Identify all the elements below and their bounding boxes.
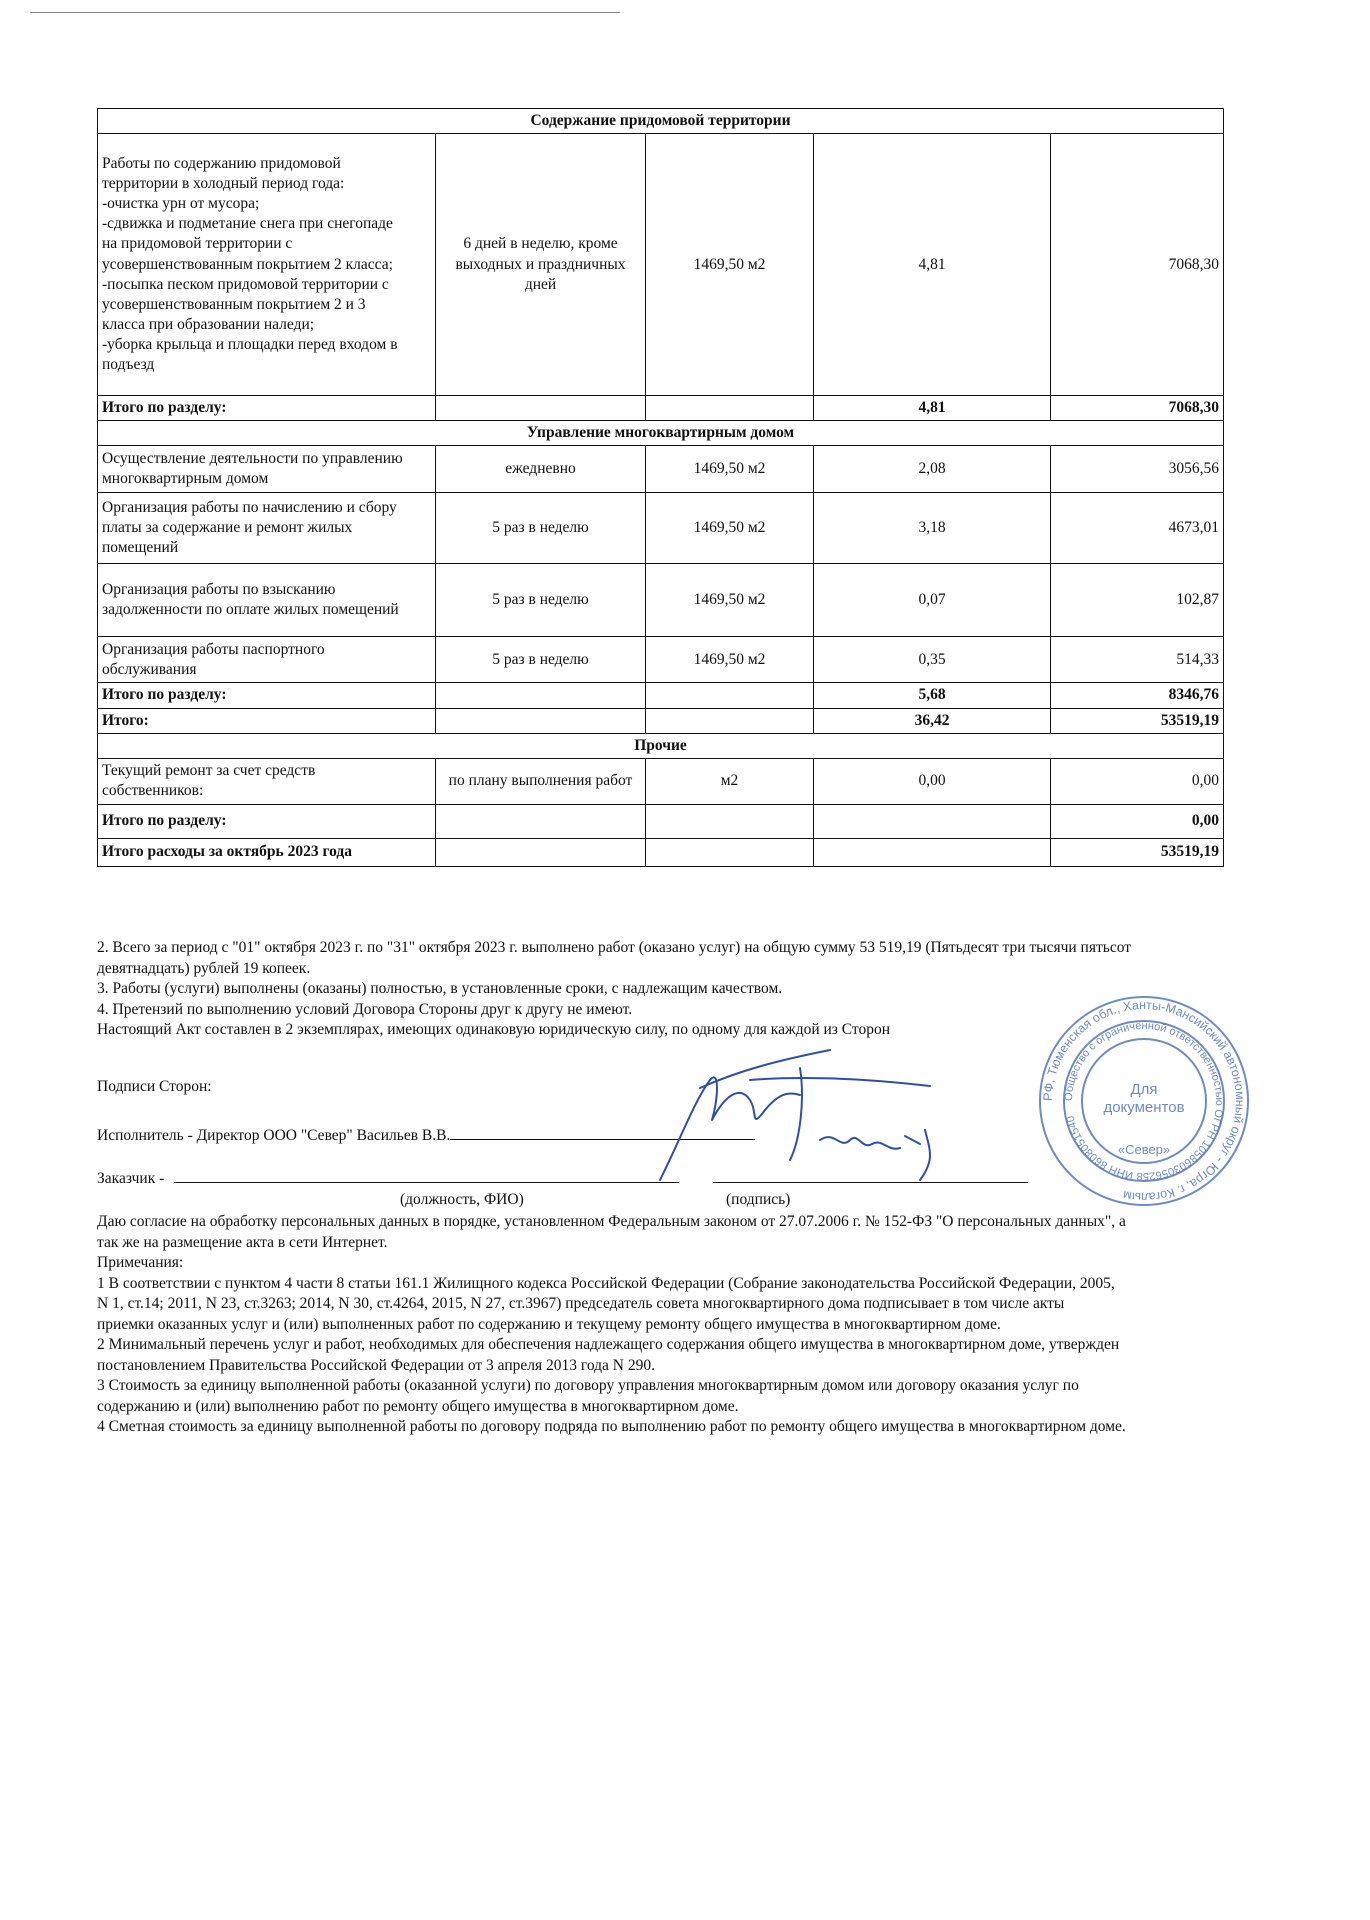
customer-label: Заказчик - <box>97 1170 165 1187</box>
table-row <box>98 134 1224 396</box>
executor-label: Исполнитель - Директор ООО "Север" Васильев В.В. <box>97 1127 451 1144</box>
work-name-cell: Организация работы по начислению и сбору платы за содержание и ремонт жилых помещений <box>98 493 436 564</box>
signatures-title: Подписи Сторон: <box>97 1078 212 1095</box>
cost-cell: 102,87 <box>1051 564 1224 637</box>
total-row <box>98 708 1224 733</box>
paragraph-quality: 3. Работы (услуги) выполнены (оказаны) полностью, в установленные сроки, с надлежащим качеством. <box>97 980 783 997</box>
periodicity-cell: 5 раз в неделю <box>436 493 646 564</box>
volume-cell: 1469,50 м2 <box>646 493 814 564</box>
note-4: 4 Сметная стоимость за единицу выполненной работы по договору подряда по выполнению работ по ремонту общего имущества в многоквартирном доме. <box>97 1418 1126 1435</box>
subtotal-label: Итого по разделу: <box>98 396 436 421</box>
notes-title: Примечания: <box>97 1254 184 1271</box>
total-cost: 53519,19 <box>1051 708 1224 733</box>
cost-cell: 514,33 <box>1051 637 1224 683</box>
subtotal-price: 5,68 <box>814 683 1051 708</box>
periodicity-cell: 5 раз в неделю <box>436 564 646 637</box>
svg-text:документов: документов <box>1103 1099 1185 1116</box>
work-name-cell: Текущий ремонт за счет средств собственников: <box>98 758 436 804</box>
subtotal-row <box>98 396 1224 421</box>
section-header-territory: Содержание придомовой территории <box>98 109 1224 134</box>
total-price: 36,42 <box>814 708 1051 733</box>
subtotal-price: 4,81 <box>814 396 1051 421</box>
table-row <box>98 637 1224 683</box>
volume-cell: 1469,50 м2 <box>646 134 814 396</box>
section-header-row <box>98 109 1224 134</box>
paragraph-claims: 4. Претензий по выполнению условий Договора Стороны друг к другу не имеют. <box>97 1000 633 1018</box>
section-header-row <box>98 421 1224 446</box>
top-rule <box>30 12 620 13</box>
subtotal-row <box>98 683 1224 708</box>
price-cell: 2,08 <box>814 446 1051 493</box>
subtotal-cost: 7068,30 <box>1051 396 1224 421</box>
periodicity-cell: ежедневно <box>436 446 646 493</box>
price-cell: 4,81 <box>814 134 1051 396</box>
subtotal-label: Итого по разделу: <box>98 683 436 708</box>
subtotal-cost: 0,00 <box>1051 804 1224 838</box>
svg-text:РФ, Тюменская обл., Ханты-Манс: РФ, Тюменская обл., Ханты-Мансийский автономный округ - Югра, г. Когалым <box>1040 997 1248 1205</box>
notes-block: Даю согласие на обработку персональных данных в порядке, установленном Федеральным законом от 27.07.2006 г. № 152-ФЗ "О персональных данных", а так же на размещение акта в сети Интернет. Примечания: 1 В соответствии с пунктом 4 части 8 статьи 161.1 Жилищного кодекса Российской Федерации (Собрание законодательства Российской Федерации, 2005, N 1, ст.14; 2011, N 23, ст.3263; 2014, N 30, ст.4264, 2015, N 27, ст.3967) председатель совета многоквартирного дома подписывает в том числе акты приемки оказанных услуг и (или) выполненных работ по содержанию и текущему ремонту общего имущества в многоквартирном доме. 2 Минимальный перечень услуг и работ, необходимых для обеспечения надлежащего содержания общего имущества в многоквартирном доме, утвержден постановлением Правительства Российской Федерации от 3 апреля 2013 года N 290. 3 Стоимость за единицу выполненной работы (оказанной услуги) по договору управления многоквартирным домом или договору оказания услуг по содержанию и (или) выполнению работ по ремонту общего имущества в многоквартирном доме. 4 Сметная стоимость за единицу выполненной работы по договору подряда по выполнению работ по ремонту общего имущества в многоквартирном доме. <box>97 1212 1252 1438</box>
work-name-cell: Осуществление деятельности по управлению многоквартирным домом <box>98 446 436 493</box>
consent-text: Даю согласие на обработку персональных данных в порядке, установленном Федеральным законом от 27.07.2006 г. № 152-ФЗ "О персональных данных", а <box>97 1213 1126 1230</box>
subtotal-label: Итого по разделу: <box>98 804 436 838</box>
grand-total-label: Итого расходы за октябрь 2023 года <box>98 838 436 866</box>
grand-total-row <box>98 838 1224 866</box>
cost-cell: 3056,56 <box>1051 446 1224 493</box>
note-2: 2 Минимальный перечень услуг и работ, необходимых для обеспечения надлежащего содержания общего имущества в многоквартирном доме, утвержден <box>97 1336 1120 1353</box>
volume-cell: 1469,50 м2 <box>646 564 814 637</box>
cost-cell: 7068,30 <box>1051 134 1224 396</box>
executor-signature <box>600 1040 960 1190</box>
section-header-management: Управление многоквартирным домом <box>98 421 1224 446</box>
signature-caption: (подпись) <box>726 1191 791 1208</box>
svg-text:«Север»: «Север» <box>1117 1142 1171 1157</box>
section-header-other: Прочие <box>98 733 1224 758</box>
volume-cell: 1469,50 м2 <box>646 637 814 683</box>
volume-cell: 1469,50 м2 <box>646 446 814 493</box>
note-3: 3 Стоимость за единицу выполненной работы (оказанной услуги) по договору управления многоквартирным домом или договору оказания услуг по <box>97 1377 1079 1394</box>
table-row <box>98 758 1224 804</box>
act-footer: 2. Всего за период с "01" октября 2023 г. по "31" октября 2023 г. выполнено работ (оказано услуг) на общую сумму 53 519,19 (Пятьдесят три тысячи пятьсот девятнадцать) рублей 19 копеек. 3. Работы (услуги) выполнены (оказаны) полностью, в установленные сроки, с надлежащим качеством. 4. Претензий по выполнению условий Договора Стороны друг к другу не имеют. Настоящий Акт составлен в 2 экземплярах, имеющих одинаковую юридическую силу, по одному для каждой из Сторон <box>97 938 1252 1041</box>
periodicity-cell: 6 дней в неделю, кроме выходных и праздничных дней <box>436 134 646 396</box>
svg-text:Для: Для <box>1130 1081 1158 1098</box>
paragraph-copies: Настоящий Акт составлен в 2 экземплярах, имеющих одинаковую юридическую силу, по одному для каждой из Сторон <box>97 1021 891 1038</box>
work-name-cell: Работы по содержанию придомовой территории в холодный период года: -очистка урн от мусора; -сдвижка и подметание снега при снегопаде на придомовой территории с усовершенствованным покрытием 2 класса; -посыпка песком придомовой территории с усовершенствованным покрытием 2 и 3 класса при образовании наледи; -уборка крыльца и площадки перед входом в подъезд <box>98 134 436 396</box>
grand-total-cost: 53519,19 <box>1051 838 1224 866</box>
volume-cell: м2 <box>646 758 814 804</box>
position-caption: (должность, ФИО) <box>400 1191 524 1208</box>
work-name-cell: Организация работы паспортного обслуживания <box>98 637 436 683</box>
section-header-row <box>98 733 1224 758</box>
subtotal-cost: 8346,76 <box>1051 683 1224 708</box>
periodicity-cell: по плану выполнения работ <box>436 758 646 804</box>
services-table <box>97 108 1224 867</box>
price-cell: 0,07 <box>814 564 1051 637</box>
work-name-cell: Организация работы по взысканию задолженности по оплате жилых помещений <box>98 564 436 637</box>
table-row <box>98 564 1224 637</box>
subtotal-row <box>98 804 1224 838</box>
periodicity-cell: 5 раз в неделю <box>436 637 646 683</box>
table-row <box>98 493 1224 564</box>
svg-text:Общество с ограниченной ответс: Общество с ограниченной ответственностью ОГРН 1058603056258 ИНН 8608051540 <box>1062 1019 1226 1183</box>
price-cell: 0,00 <box>814 758 1051 804</box>
paragraph-total: 2. Всего за период с "01" октября 2023 г. по "31" октября 2023 г. выполнено работ (оказано услуг) на общую сумму 53 519,19 (Пятьдесят три тысячи пятьсот <box>97 939 1132 956</box>
note-1: 1 В соответствии с пунктом 4 части 8 статьи 161.1 Жилищного кодекса Российской Федерации (Собрание законодательства Российской Федерации, 2005, <box>97 1274 1115 1292</box>
cost-cell: 4673,01 <box>1051 493 1224 564</box>
table-row <box>98 446 1224 493</box>
cost-cell: 0,00 <box>1051 758 1224 804</box>
company-stamp <box>1035 992 1253 1210</box>
price-cell: 3,18 <box>814 493 1051 564</box>
price-cell: 0,35 <box>814 637 1051 683</box>
total-label: Итого: <box>98 708 436 733</box>
